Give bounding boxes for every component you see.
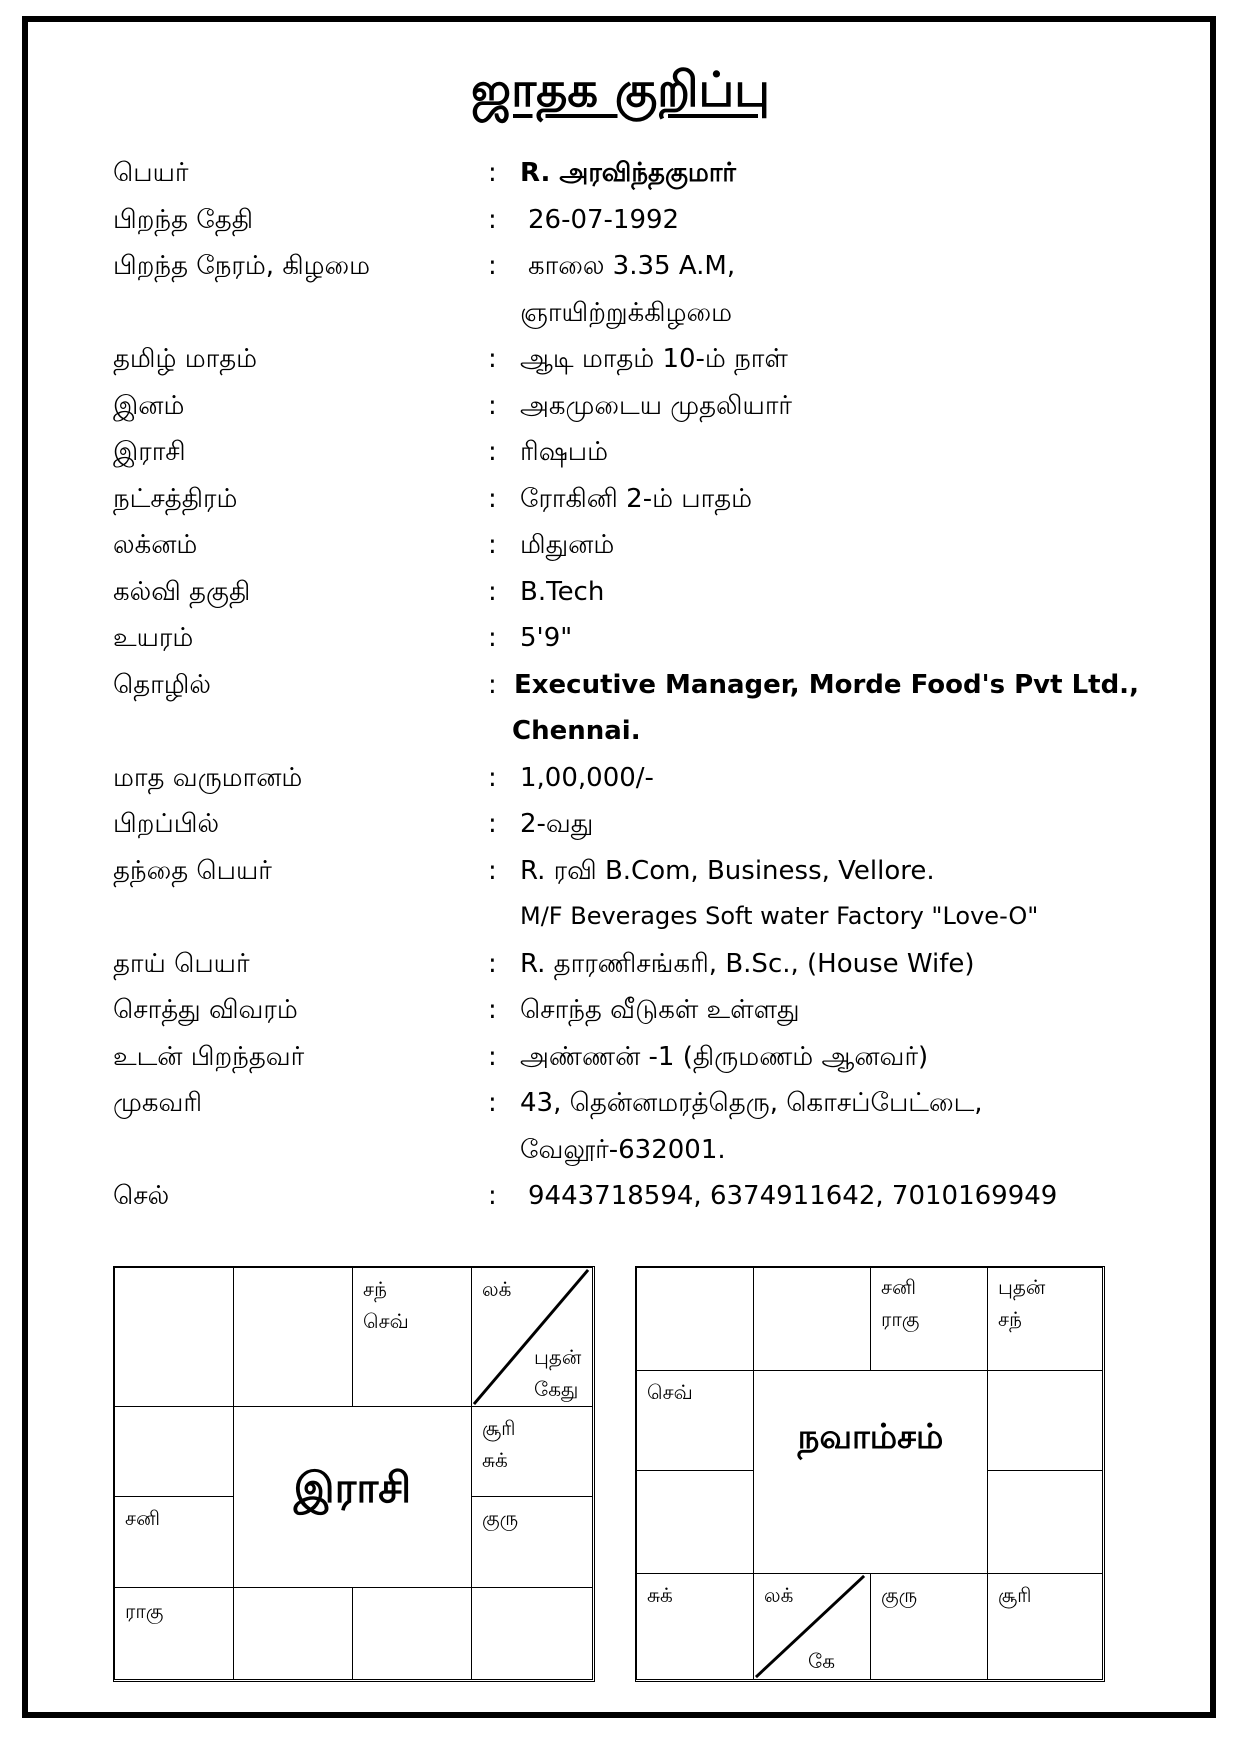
navamsam-planet: குரு — [881, 1583, 918, 1607]
rasi-cell-top-1 — [114, 1267, 234, 1407]
detail-label: இனம் — [113, 390, 185, 421]
navamsam-cell-top-1 — [636, 1267, 754, 1371]
detail-colon: : — [488, 948, 497, 979]
navamsam-planet: கே — [808, 1649, 835, 1673]
page-title: ஜாதக குறிப்பு — [471, 62, 770, 118]
detail-label: லக்னம் — [113, 530, 198, 560]
navamsam-cell-left-2 — [636, 1470, 754, 1574]
detail-label: பிறந்த நேரம், கிழமை — [113, 251, 371, 281]
detail-value-continuation: Chennai. — [512, 716, 641, 746]
rasi-planet: ராகு — [125, 1599, 164, 1623]
rasi-cell-bottom-3 — [352, 1587, 472, 1680]
detail-colon: : — [488, 669, 497, 700]
rasi-cell-left-2 — [114, 1496, 234, 1588]
detail-value: மிதுனம் — [520, 530, 615, 560]
rasi-planet: சுக் — [482, 1448, 508, 1472]
detail-label: உடன் பிறந்தவர் — [113, 1041, 305, 1072]
detail-value: அண்ணன் -1 (திருமணம் ஆனவர்) — [520, 1041, 929, 1072]
detail-value: ரோகினி 2-ம் பாதம் — [520, 483, 753, 514]
rasi-center-label: இராசி — [293, 1463, 412, 1512]
detail-colon: : — [488, 855, 497, 886]
detail-colon: : — [488, 530, 497, 560]
navamsam-center — [753, 1370, 988, 1574]
detail-colon: : — [488, 437, 497, 467]
detail-colon: : — [488, 623, 497, 653]
rasi-cell-bottom-2 — [233, 1587, 353, 1680]
detail-value: R. ரவி B.Com, Business, Vellore. — [520, 855, 935, 886]
detail-label: பிறப்பில் — [113, 809, 220, 839]
detail-label: இராசி — [113, 437, 186, 467]
detail-colon: : — [488, 390, 497, 421]
navamsam-planet: ராகு — [881, 1307, 920, 1331]
rasi-center — [233, 1406, 472, 1588]
detail-label: கல்வி தகுதி — [113, 576, 251, 607]
detail-value: 1,00,000/- — [520, 762, 654, 793]
detail-colon: : — [488, 995, 497, 1025]
rasi-planet: செவ் — [363, 1309, 409, 1333]
navamsam-cell-bottom-3 — [870, 1573, 988, 1680]
detail-value: 9443718594, 6374911642, 7010169949 — [528, 1181, 1058, 1211]
detail-label: மாத வருமானம் — [113, 762, 303, 793]
detail-value: அகமுடைய முதலியார் — [520, 390, 792, 421]
detail-label: பெயர் — [113, 158, 189, 188]
navamsam-cell-bottom-4 — [987, 1573, 1103, 1680]
navamsam-chart — [635, 1266, 1105, 1682]
rasi-planet: கேது — [534, 1377, 579, 1401]
detail-label: உயரம் — [113, 623, 194, 653]
detail-value: 26-07-1992 — [528, 204, 680, 235]
rasi-chart — [113, 1266, 595, 1682]
rasi-cell-left-1 — [114, 1406, 234, 1497]
detail-value: Executive Manager, Morde Food's Pvt Ltd., — [514, 669, 1139, 700]
detail-label: முகவரி — [113, 1088, 203, 1118]
navamsam-cell-top-3 — [870, 1267, 988, 1371]
navamsam-planet: சூரி — [998, 1583, 1032, 1607]
navamsam-cell-left-1 — [636, 1370, 754, 1471]
detail-value: ரிஷபம் — [520, 437, 609, 467]
detail-value: B.Tech — [520, 576, 605, 607]
detail-label: தொழில் — [113, 669, 211, 700]
detail-value: R. தாரணிசங்கரி, B.Sc., (House Wife) — [520, 948, 975, 979]
rasi-cell-bottom-1 — [114, 1587, 234, 1680]
detail-colon: : — [488, 576, 497, 607]
rasi-planet: சந் — [363, 1277, 387, 1301]
detail-value: 43, தென்னமரத்தெரு, கொசப்பேட்டை, — [520, 1088, 983, 1118]
detail-value: 5'9" — [520, 623, 573, 653]
detail-value-continuation: வேலூர்-632001. — [520, 1134, 726, 1165]
detail-value: காலை 3.35 A.M, — [528, 251, 736, 281]
detail-value: R. அரவிந்தகுமார் — [520, 158, 736, 188]
detail-label: சொத்து விவரம் — [113, 995, 298, 1025]
rasi-cell-right-2 — [471, 1496, 593, 1588]
rasi-cell-right-1 — [471, 1406, 593, 1497]
detail-value-continuation: ஞாயிற்றுக்கிழமை — [520, 297, 733, 328]
rasi-cell-top-4 — [471, 1267, 593, 1407]
detail-label: தமிழ் மாதம் — [113, 344, 258, 374]
detail-value: 2-வது — [520, 809, 594, 839]
navamsam-cell-right-1 — [987, 1370, 1103, 1471]
detail-label: செல் — [113, 1181, 170, 1211]
navamsam-cell-top-4 — [987, 1267, 1103, 1371]
navamsam-center-label: நவாம்சம் — [797, 1417, 944, 1457]
detail-colon: : — [488, 483, 497, 514]
rasi-planet: சனி — [125, 1506, 160, 1530]
rasi-planet: குரு — [482, 1506, 519, 1530]
navamsam-cell-bottom-2 — [753, 1573, 871, 1680]
detail-label: நட்சத்திரம் — [113, 483, 238, 514]
navamsam-planet: லக் — [764, 1583, 794, 1607]
detail-label: தாய் பெயர் — [113, 948, 250, 979]
detail-value: சொந்த வீடுகள் உள்ளது — [520, 995, 800, 1025]
detail-colon: : — [488, 251, 497, 281]
navamsam-planet: சந் — [998, 1307, 1022, 1331]
detail-colon: : — [488, 204, 497, 235]
navamsam-planet: செவ் — [647, 1380, 693, 1404]
detail-colon: : — [488, 1088, 497, 1118]
detail-colon: : — [488, 762, 497, 793]
detail-colon: : — [488, 158, 497, 188]
rasi-cell-bottom-4 — [471, 1587, 593, 1680]
rasi-cell-top-3 — [352, 1267, 472, 1407]
detail-value: ஆடி மாதம் 10-ம் நாள் — [520, 344, 788, 374]
navamsam-planet: சுக் — [647, 1583, 673, 1607]
detail-colon: : — [488, 1181, 497, 1211]
detail-colon: : — [488, 1041, 497, 1072]
detail-colon: : — [488, 344, 497, 374]
rasi-cell-top-2 — [233, 1267, 353, 1407]
detail-value-continuation: M/F Beverages Soft water Factory "Love-O" — [520, 902, 1039, 930]
navamsam-cell-right-2 — [987, 1470, 1103, 1574]
detail-colon: : — [488, 809, 497, 839]
rasi-planet: லக் — [482, 1277, 512, 1301]
navamsam-planet: சனி — [881, 1275, 916, 1299]
navamsam-cell-bottom-1 — [636, 1573, 754, 1680]
detail-label: பிறந்த தேதி — [113, 204, 253, 235]
navamsam-cell-top-2 — [753, 1267, 871, 1371]
navamsam-planet: புதன் — [998, 1275, 1046, 1299]
detail-label: தந்தை பெயர் — [113, 855, 272, 886]
rasi-planet: சூரி — [482, 1416, 516, 1440]
rasi-planet: புதன் — [534, 1345, 582, 1369]
